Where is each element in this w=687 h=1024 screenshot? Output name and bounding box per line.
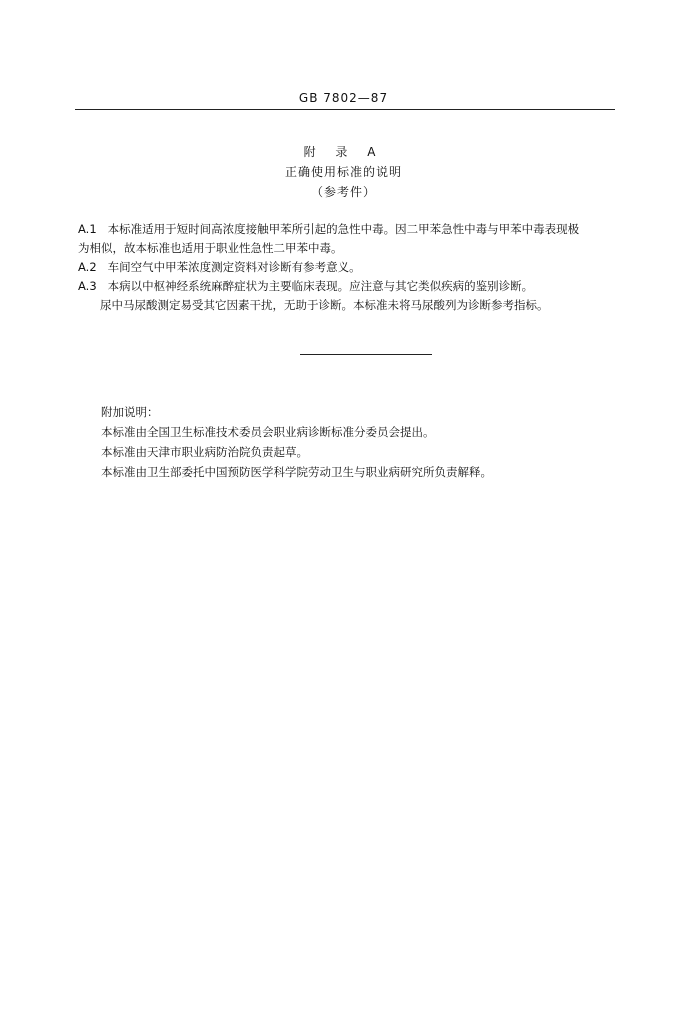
clause-text: 车间空气中甲苯浓度测定资料对诊断有参考意义。	[107, 260, 361, 274]
clause-a3	[78, 277, 618, 296]
clause-number: A.1	[78, 222, 97, 236]
clause-text: 本病以中枢神经系统麻醉症状为主要临床表现。应注意与其它类似疾病的鉴别诊断。	[107, 279, 534, 293]
appendix-reference-note: （参考件）	[310, 185, 376, 199]
appendix-subtitle: 正确使用标准的说明	[284, 165, 402, 179]
clause-text: 本标准适用于短时间高浓度接触甲苯所引起的急性中毒。因二甲苯急性中毒与甲苯中毒表现极	[107, 222, 580, 236]
additional-notes-heading: 附加说明：	[101, 405, 159, 419]
appendix-heading	[0, 142, 687, 202]
standard-code-header: GB 7802—87	[298, 91, 389, 105]
header-divider	[75, 109, 615, 110]
additional-note-line: 本标准由全国卫生标准技术委员会职业病诊断标准分委员会提出。	[101, 425, 435, 439]
clause-number: A.2	[78, 260, 97, 274]
clause-number: A.3	[78, 279, 97, 293]
appendix-title: 附 录 A	[303, 145, 384, 159]
appendix-body	[78, 220, 618, 315]
clause-a2	[78, 258, 618, 277]
clause-a1	[78, 220, 618, 239]
additional-note-line: 本标准由卫生部委托中国预防医学科学院劳动卫生与职业病研究所负责解释。	[101, 465, 492, 479]
section-divider	[300, 354, 432, 355]
clause-a3-continuation: 尿中马尿酸测定易受其它因素干扰，无助于诊断。本标准未将马尿酸列为诊断参考指标。	[100, 298, 549, 312]
clause-a1-continuation: 为相似，故本标准也适用于职业性急性二甲苯中毒。	[78, 241, 343, 255]
additional-note-line: 本标准由天津市职业病防治院负责起草。	[101, 445, 308, 459]
additional-notes	[101, 402, 621, 482]
